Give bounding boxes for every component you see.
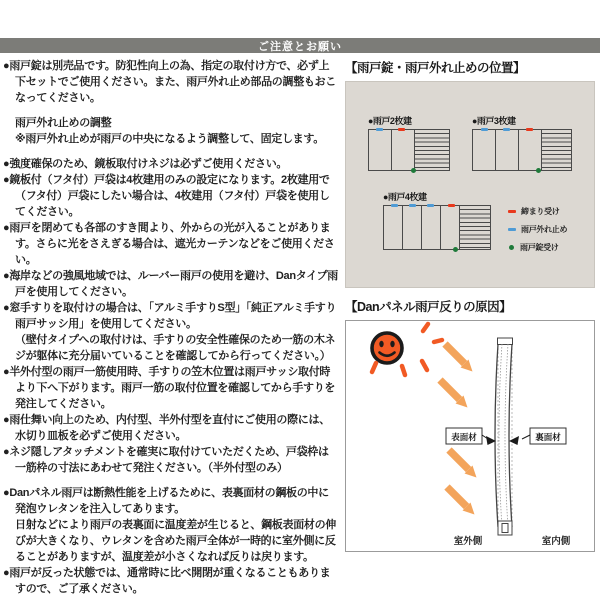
legend-label: 雨戸外れ止め xyxy=(521,225,568,234)
shutter-panel xyxy=(369,130,392,170)
shutter-diagram-2panel xyxy=(368,114,450,171)
lock-receiver-mark-icon xyxy=(453,247,458,252)
notice-item: 雨戸外れ止めの調整 xyxy=(15,117,112,129)
notices-column xyxy=(0,56,340,597)
notes-header-title: ご注意とお願い xyxy=(258,40,342,53)
shutter-diagram-4panel xyxy=(383,190,491,250)
shutter-panel xyxy=(473,130,496,170)
outdoor-side-label: 室外側 xyxy=(453,536,483,547)
stopper-mark-icon xyxy=(427,204,434,207)
diagrams-column xyxy=(345,56,597,597)
warp-diagram-panel xyxy=(345,320,595,552)
stopper-mark-icon xyxy=(508,228,516,231)
lock-receiver-mark-icon xyxy=(411,168,416,173)
stopper-mark-icon xyxy=(391,204,398,207)
position-legend xyxy=(508,206,567,260)
notes-header-bar xyxy=(0,38,600,53)
shutter-panel xyxy=(384,206,403,249)
notice-item: ●強度確保のため、鏡板取付けネジは必ずご使用ください。 xyxy=(3,158,288,170)
legend-row xyxy=(508,206,567,217)
notice-item: ●半外付型の雨戸一筋使用時、手すりの笠木位置は雨戸サッシ取付時より下へ下がります。雨戸一筋の取付位置を確認してから手すりを発注してください。 xyxy=(3,366,336,410)
shutter-panel xyxy=(519,130,542,170)
front-material-label: 表面材 xyxy=(451,432,477,442)
warp-diagram-drawing xyxy=(346,321,594,549)
stopper-mark-icon xyxy=(503,128,510,131)
lock-receiver-mark-icon xyxy=(509,245,514,250)
stopper-mark-icon xyxy=(376,128,383,131)
shutter-panel xyxy=(422,206,441,249)
shutter-pocket xyxy=(542,130,571,170)
lock-receiver-mark-icon xyxy=(536,168,541,173)
shutter-diagram-label: ●雨戸3枚建 xyxy=(472,116,516,126)
shutter-panel xyxy=(441,206,460,249)
notice-item: ●雨戸が反った状態では、通常時に比べ開閉が重くなることもありますので、ご了承ください。 xyxy=(3,567,331,595)
shutter-drawing xyxy=(472,129,572,171)
stopper-mark-icon xyxy=(481,128,488,131)
shutter-diagram-label: ●雨戸2枚建 xyxy=(368,116,412,126)
shutter-panel xyxy=(392,130,415,170)
notice-item: ※雨戸外れ止めが雨戸の中央になるよう調整して、固定します。 xyxy=(15,133,324,145)
notice-item: ●窓手すりを取付けの場合は、「アルミ手すりS型」「純正アルミ手すり雨戸サッシ用」を使用してください。 xyxy=(3,302,337,330)
notice-item: （壁付タイプへの取付けは、手すりの安全性確保のため一筋の木ネジが躯体に充分届いていることを確認してから行ってください。） xyxy=(15,334,336,362)
stopper-mark-icon xyxy=(409,204,416,207)
shutter-drawing xyxy=(383,205,491,250)
shutter-panel xyxy=(496,130,519,170)
legend-label: 締まり受け xyxy=(521,207,560,216)
legend-row xyxy=(508,242,567,253)
back-material-label: 裏面材 xyxy=(535,432,561,442)
warped-panel-drawing xyxy=(495,338,513,535)
notice-item: ●鏡板付（フタ付）戸袋は4枚建用のみの設定になります。2枚建用で（フタ付）戸袋にしたい場合は、4枚建用（フタ付）戸袋を使用してください。 xyxy=(3,174,330,218)
position-diagram-panel xyxy=(345,81,595,288)
notice-item: ●雨仕舞い向上のため、内付型、半外付型を直付にご使用の際には、水切り皿板を必ずご使用ください。 xyxy=(3,414,330,442)
notice-item: ●Danパネル雨戸は断熱性能を上げるために、表裏面材の鋼板の中に発泡ウレタンを注入してあります。 xyxy=(3,487,329,515)
catch-mark-icon xyxy=(526,128,533,131)
warp-section-title: 【Danパネル雨戸反りの原因】 xyxy=(345,300,512,314)
front-material-callout xyxy=(446,428,496,445)
arrowhead-icon xyxy=(509,436,519,445)
catch-mark-icon xyxy=(398,128,405,131)
legend-label: 雨戸錠受け xyxy=(520,243,559,252)
indoor-side-label: 室内側 xyxy=(541,536,571,547)
legend-row xyxy=(508,224,567,235)
shutter-pocket xyxy=(415,130,449,170)
shutter-pocket xyxy=(460,206,490,249)
sun-icon xyxy=(372,324,442,375)
shutter-panel xyxy=(403,206,422,249)
shutter-diagram-label: ●雨戸4枚建 xyxy=(383,192,427,202)
notice-item: ●海岸などの強風地域では、ルーバー雨戸の使用を避け、Danタイプ雨戸を使用してください。 xyxy=(3,270,338,298)
catch-mark-icon xyxy=(508,210,516,213)
catch-mark-icon xyxy=(448,204,455,207)
main-content xyxy=(0,56,600,597)
notice-item: ●雨戸を閉めても各部のすき間より、外からの光が入ることがあります。さらに光をさえぎる場合は、遮光カーテンなどをご使用ください。 xyxy=(3,222,335,266)
notice-item: ●雨戸錠は別売品です。防犯性向上の為、指定の取付け方で、必ず上下セットでご使用ください。また、雨戸外れ止め部品の調整もおこなってください。 xyxy=(3,60,336,104)
shutter-diagram-3panel xyxy=(472,114,572,171)
notice-item: ●ネジ隠しアタッチメントを確実に取付けていただくため、戸袋枠は一筋枠の寸法にあわせて発注ください。（半外付型のみ） xyxy=(3,446,329,474)
position-section-title: 【雨戸錠・雨戸外れ止めの位置】 xyxy=(345,61,526,75)
back-material-callout xyxy=(509,428,566,445)
shutter-drawing xyxy=(368,129,450,171)
notice-item: 日射などにより雨戸の表裏面に温度差が生じると、鋼板表面材の伸びが大きくなり、ウレタンを含めた雨戸全体が一時的に室外側に反ることがありますが、温度差が小さくなれば反りは戻ります。 xyxy=(15,519,336,563)
